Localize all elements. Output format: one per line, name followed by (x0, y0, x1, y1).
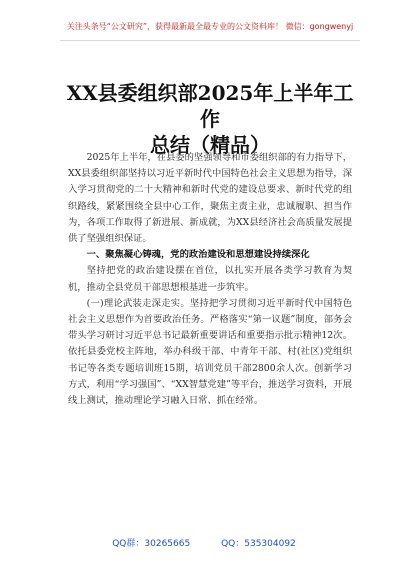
section-heading-1: 一、聚焦凝心铸魂，党的政治建设和思想建设持续深化 (86, 249, 310, 261)
footer-contact (0, 536, 408, 549)
header-banner: 关注头条号“公文研究”，获得最新最全最专业的公文资料库！ 微信：gongwenyj (60, 22, 360, 41)
qq-number: QQ：535304092 (221, 539, 296, 549)
title-line-1: XX县委组织部2025年上半年工作 (66, 81, 354, 131)
section-paragraph-1: 坚持把党的政治建设摆在首位，以扎实开展各类学习教育为契机，推动全县党员干部思想根基进一步筑牢。 (68, 265, 352, 293)
document-body (68, 150, 352, 409)
section-paragraph-2: (一)理论武装走深走实。坚持把学习贯彻习近平新时代中国特色社会主义思想作为首要政治任务。严格落实“第一议题”制度，部务会带头学习研讨习近平总书记最新重要讲话和重要指示批示精神12次。依托县委党校主阵地，举办科级干部、中青年干部、村(社区)党组织书记等各类专题培训班15期，培训党员干部2800余人次。创新学习方式，利用“学习强国”、“XX智慧党建”等平台，推送学习资料，开展线上测试，推动理论学习融入日常、抓在经常。 (68, 297, 352, 407)
intro-paragraph: 2025年上半年，在县委的坚强领导和市委组织部的有力指导下，XX县委组织部坚持以习近平新时代中国特色社会主义思想为指导，深入学习贯彻党的二十大精神和新时代党的建设总要求、新时代党的组织路线，紧紧围绕全县中心工作，聚焦主责主业，忠诚履职、担当作为，各项工作取得了新进展、新成就，为XX县经济社会高质量发展提供了坚强组织保证。 (68, 152, 352, 245)
title-line-2: 总结（精品） (150, 133, 270, 157)
qq-group: QQ群：30265665 (112, 539, 191, 549)
document-title (60, 80, 360, 158)
